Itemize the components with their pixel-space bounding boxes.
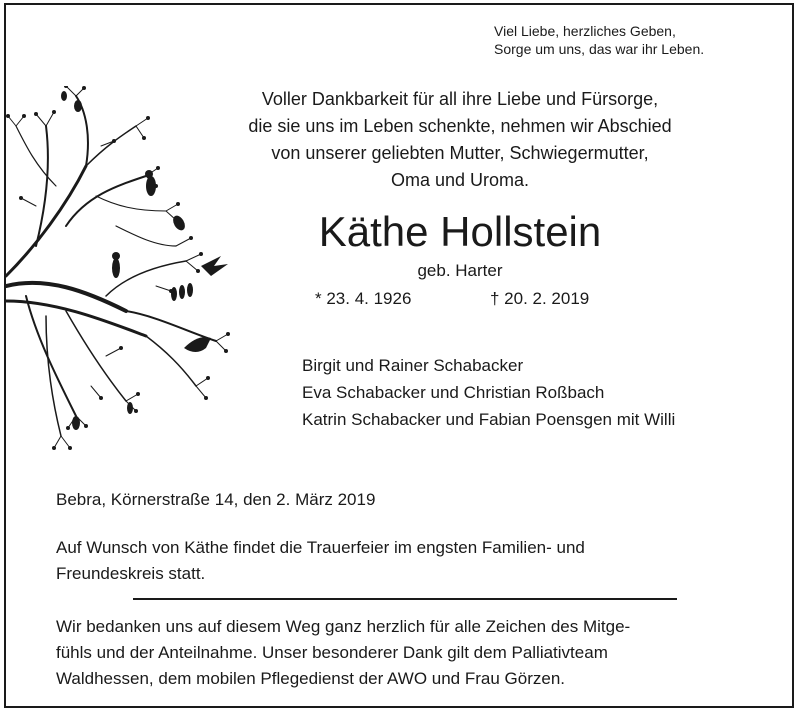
birth-name: geb. Harter [417, 261, 503, 280]
deceased-name: Käthe Hollstein [318, 208, 602, 255]
family-member: Eva Schabacker und Christian Roßbach [302, 383, 605, 402]
motto [494, 22, 704, 58]
intro-text [200, 86, 720, 194]
funeral-line: Freundeskreis statt. [56, 564, 206, 583]
family-member: Birgit und Rainer Schabacker [302, 356, 524, 375]
intro-line: die sie uns im Leben schenkte, nehmen wir Abschied [248, 116, 672, 136]
motto-line: Viel Liebe, herzliches Geben, [494, 23, 676, 39]
funeral-line: Auf Wunsch von Käthe findet die Trauerfeier im engsten Familien- und [56, 538, 585, 557]
intro-line: Voller Dankbarkeit für all ihre Liebe und Fürsorge, [261, 89, 659, 109]
funeral-notice [56, 535, 716, 587]
death-date: † 20. 2. 2019 [490, 289, 590, 308]
birth-date: * 23. 4. 1926 [315, 289, 412, 308]
divider [133, 598, 677, 600]
thanks-line: fühls und der Anteilnahme. Unser besonderer Dank gilt dem Palliativteam [56, 643, 608, 662]
thanks-text [56, 614, 742, 692]
place-and-date: Bebra, Körnerstraße 14, den 2. März 2019 [56, 490, 376, 509]
motto-line: Sorge um uns, das war ihr Leben. [494, 41, 705, 57]
family-member: Katrin Schabacker und Fabian Poensgen mit Willi [302, 410, 676, 429]
intro-line: von unserer geliebten Mutter, Schwiegermutter, [271, 143, 649, 163]
thanks-line: Waldhessen, dem mobilen Pflegedienst der AWO und Frau Görzen. [56, 669, 565, 688]
thanks-line: Wir bedanken uns auf diesem Weg ganz herzlich für alle Zeichen des Mitge- [56, 617, 631, 636]
family-list [302, 352, 675, 433]
intro-line: Oma und Uroma. [390, 170, 530, 190]
